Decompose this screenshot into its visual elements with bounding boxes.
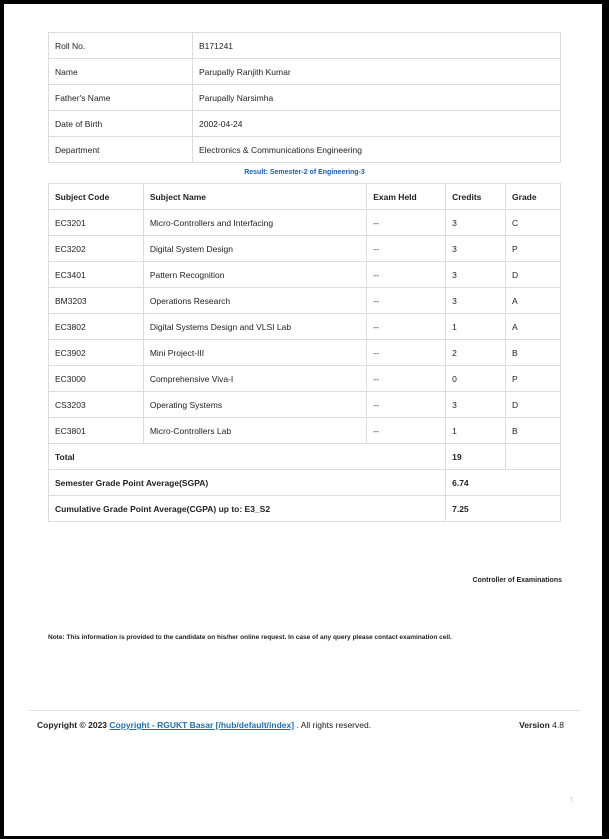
info-row	[49, 59, 561, 85]
version-label: Version	[519, 720, 550, 730]
exam-held: --	[367, 210, 446, 236]
subject-code: EC3801	[49, 418, 144, 444]
table-row	[49, 392, 561, 418]
info-label: Father's Name	[49, 85, 193, 111]
info-value: Parupally Narsimha	[193, 85, 561, 111]
info-label: Date of Birth	[49, 111, 193, 137]
info-label: Roll No.	[49, 33, 193, 59]
info-row	[49, 137, 561, 163]
cgpa-label: Cumulative Grade Point Average(CGPA) up to: E3_S2	[49, 496, 446, 522]
cgpa-value: 7.25	[446, 496, 561, 522]
cgpa-row	[49, 496, 561, 522]
credits: 2	[446, 340, 506, 366]
marks-table	[48, 183, 561, 522]
credits: 0	[446, 366, 506, 392]
info-label: Department	[49, 137, 193, 163]
subject-code: EC3000	[49, 366, 144, 392]
version-number: 4.8	[552, 720, 564, 730]
copyright-link[interactable]: Copyright - RGUKT Basar [/hub/default/index]	[109, 720, 295, 730]
exam-held: --	[367, 418, 446, 444]
table-row	[49, 210, 561, 236]
subject-code: EC3201	[49, 210, 144, 236]
subject-name: Micro-Controllers and Interfacing	[143, 210, 366, 236]
info-row	[49, 33, 561, 59]
credits: 3	[446, 392, 506, 418]
note-text: Note: This information is provided to the candidate on his/her online request. In case of any query please contact examination cell.	[48, 634, 452, 641]
subject-code: EC3202	[49, 236, 144, 262]
copyright-prefix: Copyright © 2023	[37, 720, 108, 730]
subject-name: Comprehensive Viva-I	[143, 366, 366, 392]
credits: 1	[446, 314, 506, 340]
header-exam-held: Exam Held	[367, 184, 446, 210]
footer-copyright	[37, 720, 371, 730]
subject-name: Digital System Design	[143, 236, 366, 262]
grade: B	[506, 340, 561, 366]
table-row	[49, 262, 561, 288]
header-grade: Grade	[506, 184, 561, 210]
subject-code: EC3401	[49, 262, 144, 288]
exam-held: --	[367, 236, 446, 262]
controller-of-examinations: Controller of Examinations	[472, 577, 562, 584]
footer-version	[519, 720, 564, 730]
exam-held: --	[367, 314, 446, 340]
footer-divider	[29, 710, 581, 711]
subject-name: Operating Systems	[143, 392, 366, 418]
info-label: Name	[49, 59, 193, 85]
subject-name: Operations Research	[143, 288, 366, 314]
table-row	[49, 236, 561, 262]
table-row	[49, 418, 561, 444]
arrow-up-icon[interactable]: ↑	[569, 794, 574, 804]
grade: A	[506, 288, 561, 314]
exam-held: --	[367, 262, 446, 288]
sgpa-label: Semester Grade Point Average(SGPA)	[49, 470, 446, 496]
marks-header-row	[49, 184, 561, 210]
grade: B	[506, 418, 561, 444]
info-row	[49, 85, 561, 111]
info-row	[49, 111, 561, 137]
grade: P	[506, 236, 561, 262]
exam-held: --	[367, 340, 446, 366]
sgpa-value: 6.74	[446, 470, 561, 496]
table-row	[49, 288, 561, 314]
table-row	[49, 314, 561, 340]
credits: 3	[446, 210, 506, 236]
info-value: Electronics & Communications Engineering	[193, 137, 561, 163]
header-credits: Credits	[446, 184, 506, 210]
exam-held: --	[367, 288, 446, 314]
credits: 3	[446, 262, 506, 288]
subject-name: Pattern Recognition	[143, 262, 366, 288]
credits: 3	[446, 288, 506, 314]
info-value: B171241	[193, 33, 561, 59]
subject-code: BM3203	[49, 288, 144, 314]
credits: 1	[446, 418, 506, 444]
total-credits: 19	[446, 444, 506, 470]
info-value: Parupally Ranjith Kumar	[193, 59, 561, 85]
result-title: Result: Semester-2 of Engineering-3	[244, 169, 365, 176]
grade: D	[506, 262, 561, 288]
exam-held: --	[367, 392, 446, 418]
table-row	[49, 366, 561, 392]
subject-name: Mini Project-III	[143, 340, 366, 366]
student-info-table	[48, 32, 561, 163]
credits: 3	[446, 236, 506, 262]
result-page	[4, 4, 602, 836]
exam-held: --	[367, 366, 446, 392]
sgpa-row	[49, 470, 561, 496]
header-subject-name: Subject Name	[143, 184, 366, 210]
total-grade-empty	[506, 444, 561, 470]
subject-code: EC3902	[49, 340, 144, 366]
grade: A	[506, 314, 561, 340]
subject-code: CS3203	[49, 392, 144, 418]
total-row	[49, 444, 561, 470]
grade: D	[506, 392, 561, 418]
total-label: Total	[49, 444, 446, 470]
header-subject-code: Subject Code	[49, 184, 144, 210]
info-value: 2002-04-24	[193, 111, 561, 137]
grade: P	[506, 366, 561, 392]
subject-code: EC3802	[49, 314, 144, 340]
copyright-suffix: . All rights reserved.	[296, 720, 372, 730]
table-row	[49, 340, 561, 366]
subject-name: Digital Systems Design and VLSI Lab	[143, 314, 366, 340]
subject-name: Micro-Controllers Lab	[143, 418, 366, 444]
grade: C	[506, 210, 561, 236]
